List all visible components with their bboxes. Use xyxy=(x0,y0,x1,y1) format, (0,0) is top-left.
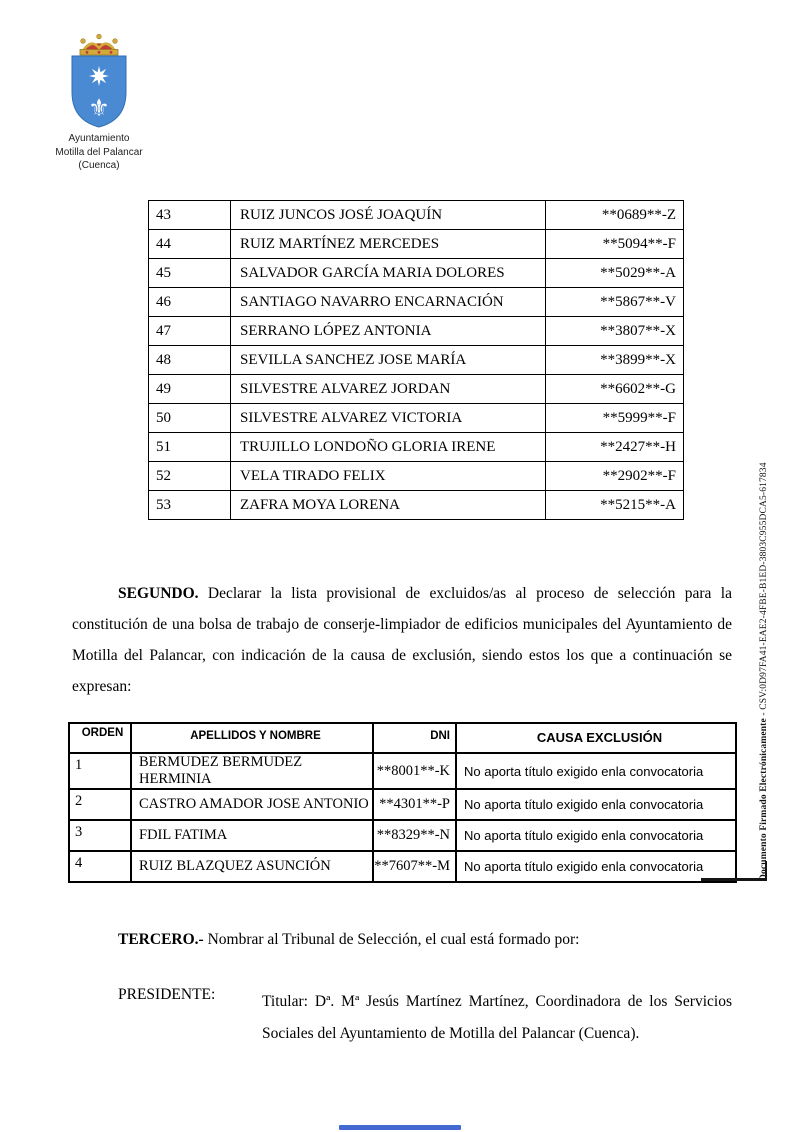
dni-cell: **5094**-F xyxy=(546,230,684,259)
name-cell: SERRANO LÓPEZ ANTONIA xyxy=(231,317,546,346)
name-cell: SANTIAGO NAVARRO ENCARNACIÓN xyxy=(231,288,546,317)
presidente-label: PRESIDENTE: xyxy=(118,986,216,1003)
tercero-text: Nombrar al Tribunal de Selección, el cual está formado por: xyxy=(203,931,580,948)
dni-cell: **2427**-H xyxy=(546,433,684,462)
dni-cell: **8329**-N xyxy=(373,820,456,851)
table-row xyxy=(149,259,684,288)
table-row xyxy=(149,462,684,491)
segundo-label: SEGUNDO. xyxy=(118,585,199,602)
name-cell: RUIZ BLAZQUEZ ASUNCIÓN xyxy=(131,851,373,882)
table-row xyxy=(69,820,736,851)
table-row xyxy=(149,201,684,230)
presidente-line1: Titular: Dª. Mª Jesús Martínez Martínez, Coordinadora de los Servicios xyxy=(262,993,732,1010)
name-cell: RUIZ MARTÍNEZ MERCEDES xyxy=(231,230,546,259)
segundo-paragraph xyxy=(72,578,732,702)
order-cell: 1 xyxy=(69,753,131,789)
name-cell: SALVADOR GARCÍA MARIA DOLORES xyxy=(231,259,546,288)
cause-cell: No aporta título exigido enla convocatoria xyxy=(456,753,736,789)
signature-csv-text: - CSV:0D97FA41-EAE2-4FBE-B1ED-3803C955DCA5-617834 xyxy=(759,462,769,719)
footer-highlight-bar xyxy=(339,1125,461,1130)
order-cell: 43 xyxy=(149,201,231,230)
cause-cell: No aporta título exigido enla convocatoria xyxy=(456,851,736,882)
table-row xyxy=(149,404,684,433)
name-cell: SILVESTRE ALVAREZ JORDAN xyxy=(231,375,546,404)
dni-cell: **4301**-P xyxy=(373,789,456,820)
table-row xyxy=(149,375,684,404)
dni-cell: **3899**-X xyxy=(546,346,684,375)
signature-bracket xyxy=(701,861,767,881)
table-row xyxy=(69,789,736,820)
header-apellidos: APELLIDOS Y NOMBRE xyxy=(131,723,373,753)
header-dni: DNI xyxy=(373,723,456,753)
table-row xyxy=(149,491,684,520)
order-cell: 45 xyxy=(149,259,231,288)
order-cell: 44 xyxy=(149,230,231,259)
signature-bold-text: Documento Firmado Electrónicamente xyxy=(759,718,769,881)
dni-cell: **2902**-F xyxy=(546,462,684,491)
name-cell: TRUJILLO LONDOÑO GLORIA IRENE xyxy=(231,433,546,462)
cause-cell: No aporta título exigido enla convocatoria xyxy=(456,820,736,851)
name-cell: VELA TIRADO FELIX xyxy=(231,462,546,491)
table-row xyxy=(149,230,684,259)
order-cell: 52 xyxy=(149,462,231,491)
logo-caption-line: Ayuntamiento xyxy=(68,133,130,144)
cause-cell: No aporta título exigido enla convocatoria xyxy=(456,789,736,820)
tercero-label: TERCERO.- xyxy=(118,931,204,948)
header-causa: CAUSA EXCLUSIÓN xyxy=(456,723,736,753)
presidente-text xyxy=(262,986,732,1050)
order-cell: 49 xyxy=(149,375,231,404)
order-cell: 2 xyxy=(69,789,131,820)
logo-caption xyxy=(39,132,159,173)
electronic-signature-text xyxy=(759,451,769,881)
table-header-row xyxy=(69,723,736,753)
name-cell: SILVESTRE ALVAREZ VICTORIA xyxy=(231,404,546,433)
coat-of-arms-icon xyxy=(64,32,134,137)
table-row xyxy=(69,851,736,882)
order-cell: 46 xyxy=(149,288,231,317)
name-cell: RUIZ JUNCOS JOSÉ JOAQUÍN xyxy=(231,201,546,230)
provisional-list-table xyxy=(148,200,684,520)
segundo-text: Declarar la lista provisional de excluidos/as al proceso de selección para la constitución de una bolsa de trabajo de conserje-limpiador de edificios municipales del Ayuntamiento de Motilla del Palancar, con indicación de la causa de exclusión, siendo estos los que a continuación se expresan: xyxy=(72,585,732,695)
dni-cell: **0689**-Z xyxy=(546,201,684,230)
coat-of-arms-svg xyxy=(64,32,134,132)
fleur-de-lis-icon: ⚜ xyxy=(88,94,110,122)
table-row xyxy=(69,753,736,789)
logo-caption-line: (Cuenca) xyxy=(78,160,120,171)
dni-cell: **8001**-K xyxy=(373,753,456,789)
order-cell: 4 xyxy=(69,851,131,882)
order-cell: 53 xyxy=(149,491,231,520)
header-orden: ORDEN xyxy=(69,723,131,753)
table-row xyxy=(149,346,684,375)
logo-caption-line: Motilla del Palancar xyxy=(55,146,143,158)
dni-cell: **7607**-M xyxy=(373,851,456,882)
table-row xyxy=(149,288,684,317)
tercero-paragraph xyxy=(118,931,733,949)
name-cell: FDIL FATIMA xyxy=(131,820,373,851)
presidente-line2: Sociales del Ayuntamiento de Motilla del Palancar (Cuenca). xyxy=(262,1025,640,1042)
order-cell: 51 xyxy=(149,433,231,462)
name-cell: CASTRO AMADOR JOSE ANTONIO xyxy=(131,789,373,820)
dni-cell: **5215**-A xyxy=(546,491,684,520)
order-cell: 48 xyxy=(149,346,231,375)
dni-cell: **5029**-A xyxy=(546,259,684,288)
dni-cell: **3807**-X xyxy=(546,317,684,346)
order-cell: 3 xyxy=(69,820,131,851)
exclusion-table xyxy=(68,722,737,883)
dni-cell: **5999**-F xyxy=(546,404,684,433)
dni-cell: **6602**-G xyxy=(546,375,684,404)
dni-cell: **5867**-V xyxy=(546,288,684,317)
table-row xyxy=(149,433,684,462)
name-cell: BERMUDEZ BERMUDEZ HERMINIA xyxy=(131,753,373,789)
name-cell: SEVILLA SANCHEZ JOSE MARÍA xyxy=(231,346,546,375)
order-cell: 47 xyxy=(149,317,231,346)
name-cell: ZAFRA MOYA LORENA xyxy=(231,491,546,520)
table-row xyxy=(149,317,684,346)
order-cell: 50 xyxy=(149,404,231,433)
